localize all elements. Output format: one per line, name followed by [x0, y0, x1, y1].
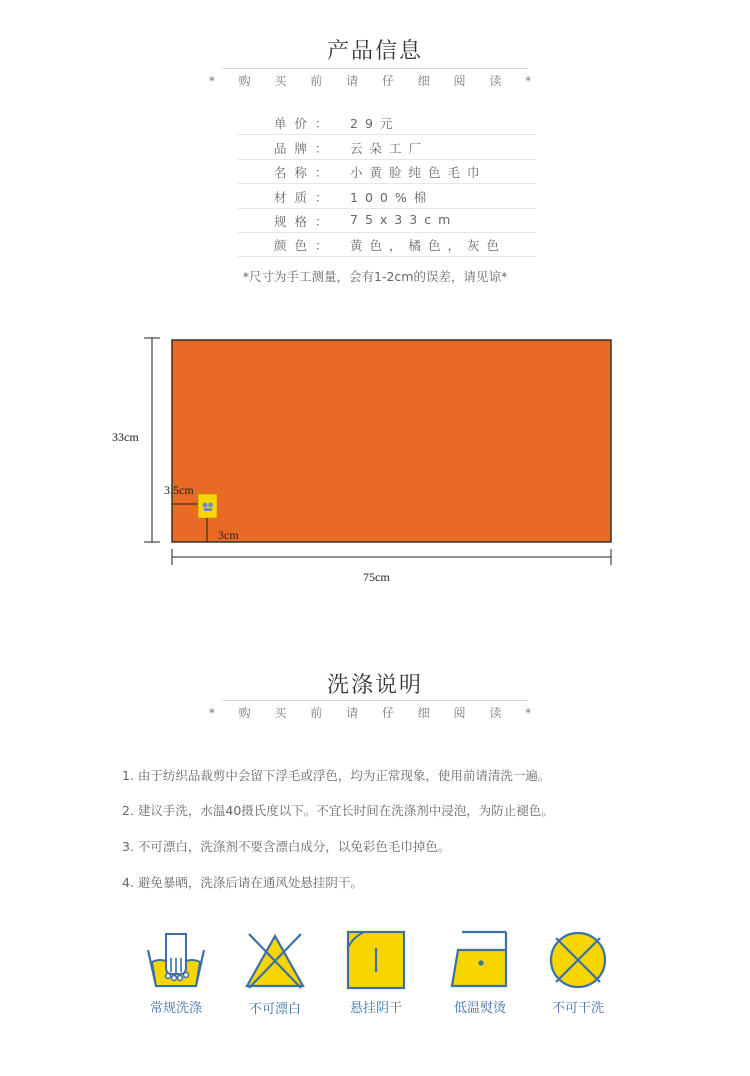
- washing-subtitle: * 购 买 前 请 仔 细 阅 读 *: [208, 706, 542, 720]
- info-row-color: [238, 232, 536, 257]
- logo-tag: [198, 494, 217, 518]
- care-label-low-iron: 低温熨烫: [453, 1001, 506, 1016]
- info-label: 名称：: [274, 165, 336, 180]
- info-label: 材质：: [274, 190, 336, 205]
- product-info-title: 产品信息: [326, 39, 423, 64]
- info-value: 29元: [350, 116, 400, 131]
- measurement-note: *尺寸为手工测量，会有1-2cm的误差，请见谅*: [242, 269, 508, 284]
- info-label: 规格：: [274, 214, 336, 229]
- height-label: 33cm: [112, 430, 139, 444]
- info-label: 单价：: [274, 116, 336, 131]
- wash-instruction: 1. 由于纺织品裁剪中会留下浮毛或浮色，均为正常现象，使用前请清洗一遍。: [122, 768, 551, 783]
- low-iron-icon: [448, 928, 512, 992]
- info-value: 云朵工厂: [350, 141, 429, 156]
- wash-instruction: 3. 不可漂白，洗涤剂不要含漂白成分，以免彩色毛巾掉色。: [122, 839, 451, 854]
- info-row-size: [238, 208, 536, 233]
- care-label-no-dry-clean: 不可干洗: [551, 1001, 604, 1016]
- info-row-price: [238, 110, 536, 135]
- info-row-brand: [238, 135, 536, 160]
- logo-bottom-offset-label: 3cm: [218, 528, 239, 542]
- no-dry-clean-icon: [546, 928, 610, 992]
- hand-wash-icon: [144, 928, 208, 992]
- info-value: 100%棉: [350, 190, 434, 205]
- towel-size-diagram: [0, 320, 750, 590]
- title-divider: [222, 68, 528, 69]
- no-bleach-icon: [243, 928, 307, 992]
- wash-instruction: 4. 避免暴晒，洗涤后请在通风处悬挂阴干。: [122, 875, 363, 890]
- care-label-hand-wash: 常规洗涤: [149, 1001, 202, 1016]
- washing-title: 洗涤说明: [326, 673, 423, 698]
- title-divider: [222, 700, 528, 701]
- product-info-subtitle: * 购 买 前 请 仔 细 阅 读 *: [208, 74, 542, 88]
- line-dry-icon: [344, 928, 408, 992]
- info-value: 黄色，橘色，灰色: [350, 238, 507, 253]
- wash-instruction: 2. 建议手洗，水温40摄氏度以下。不宜长时间在洗涤剂中浸泡，为防止褪色。: [122, 803, 554, 818]
- towel-rect: [172, 340, 611, 542]
- care-label-no-bleach: 不可漂白: [248, 1002, 301, 1017]
- care-label-line-dry: 悬挂阴干: [349, 1001, 402, 1016]
- info-value: 小黄脸纯色毛巾: [350, 165, 487, 180]
- logo-side-offset-label: 3.5cm: [164, 483, 194, 497]
- info-label: 颜色：: [274, 238, 336, 253]
- info-row-name: [238, 159, 536, 184]
- info-value: 75x33cm: [350, 212, 458, 227]
- info-label: 品牌：: [274, 141, 336, 156]
- width-label: 75cm: [363, 570, 390, 584]
- info-row-material: [238, 184, 536, 209]
